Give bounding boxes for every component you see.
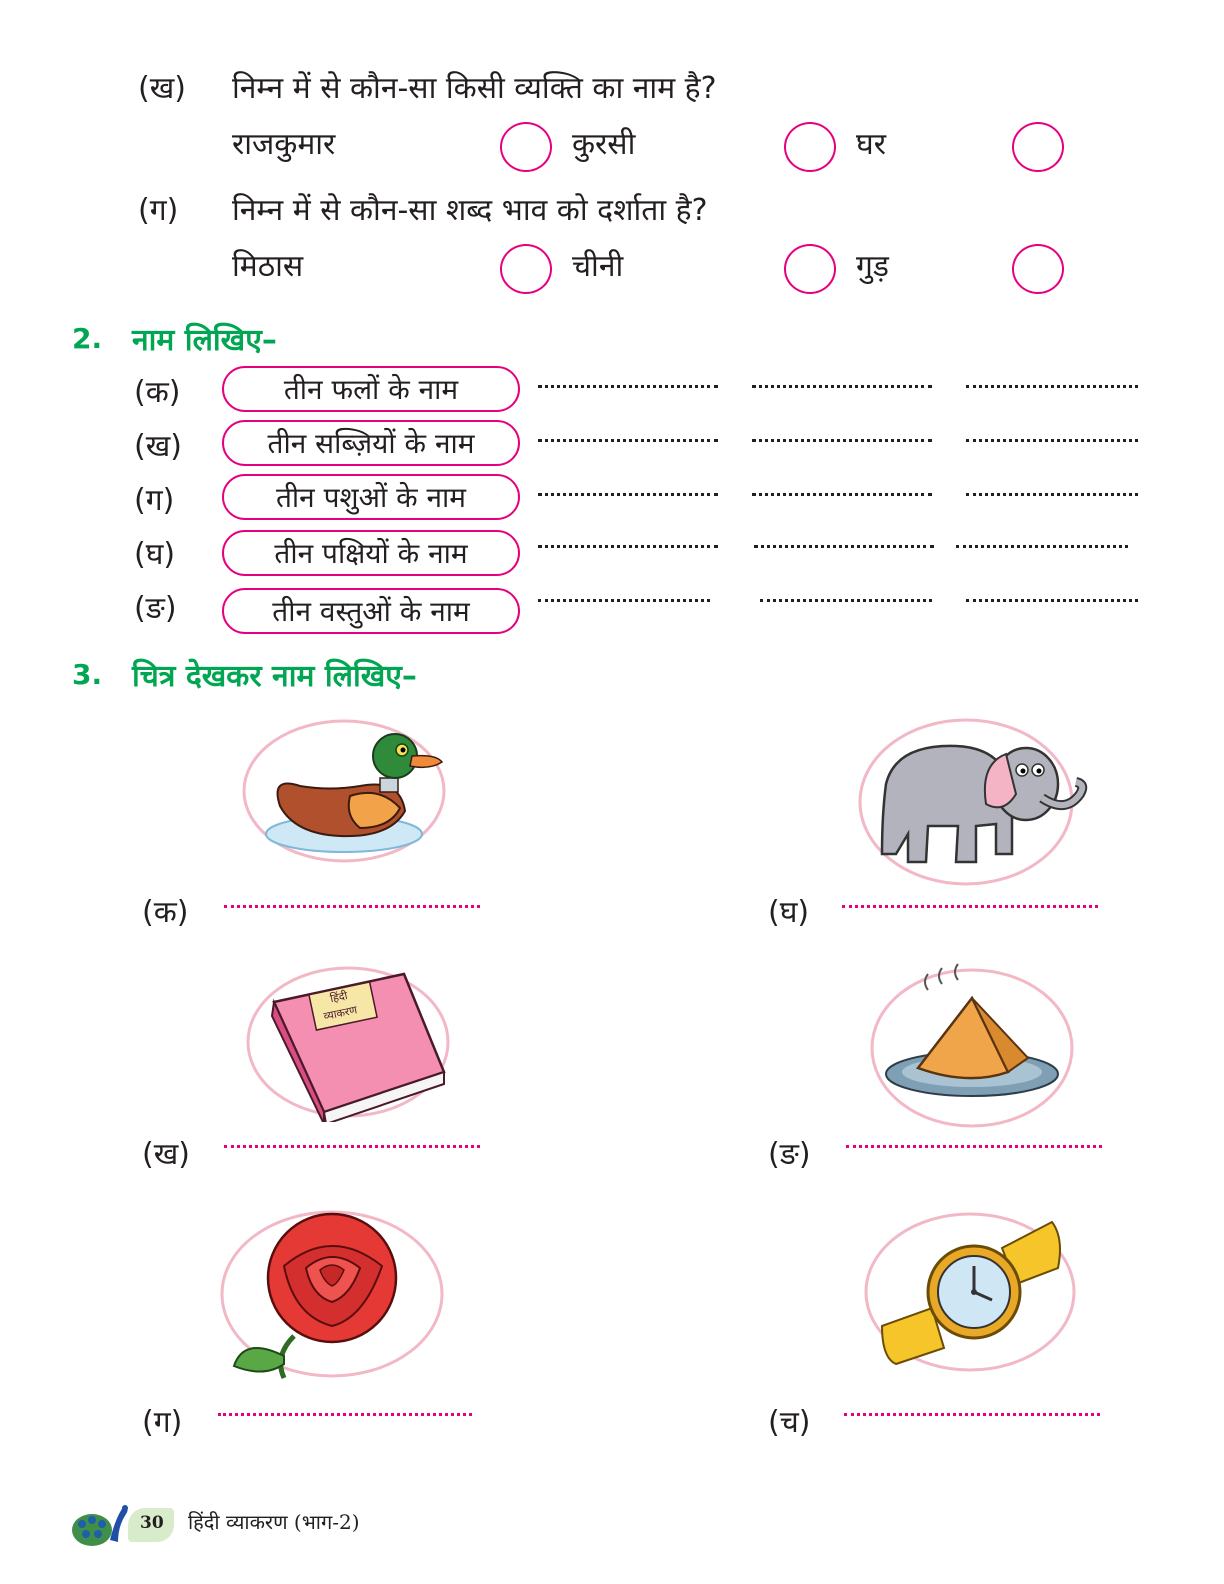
section-3-label: (क)	[142, 895, 189, 930]
answer-line[interactable]	[224, 904, 480, 908]
rose-icon	[214, 1206, 446, 1382]
q1-kha-question: निम्न में से कौन-सा किसी व्यक्ति का नाम है?	[232, 71, 717, 106]
answer-circle[interactable]	[500, 122, 552, 172]
answer-line[interactable]	[538, 438, 718, 442]
section-3-label: (घ)	[768, 895, 810, 930]
q1-ga-option-1: मिठास	[232, 249, 304, 284]
duck-icon	[240, 716, 450, 866]
answer-line[interactable]	[752, 492, 932, 496]
footer-book-title: हिंदी व्याकरण (भाग-2)	[188, 1510, 360, 1534]
answer-line[interactable]	[538, 492, 718, 496]
book-cover-line-1: हिंदी	[328, 989, 349, 1006]
section-2-prompt: तीन पशुओं के नाम	[222, 474, 520, 520]
answer-line[interactable]	[966, 384, 1138, 388]
answer-circle[interactable]	[1012, 244, 1064, 294]
q1-ga-option-2: चीनी	[572, 249, 624, 284]
page-number: 30	[140, 1513, 164, 1533]
section-2-row-label: (ङ)	[134, 591, 177, 626]
book-cover-line-2: व्याकरण	[322, 1003, 359, 1024]
section-2-row-label: (ग)	[134, 483, 175, 518]
section-2-row-label: (घ)	[134, 537, 176, 572]
samosa-icon	[868, 962, 1074, 1132]
q1-ga-question: निम्न में से कौन-सा शब्द भाव को दर्शाता है?	[232, 193, 708, 228]
section-3-title: चित्र देखकर नाम लिखिए–	[132, 659, 417, 694]
section-2-title: नाम लिखिए–	[132, 323, 277, 358]
answer-circle[interactable]	[500, 244, 552, 294]
wristwatch-icon	[862, 1208, 1082, 1376]
section-3-label: (ग)	[142, 1405, 183, 1440]
section-2-prompt: तीन सब्ज़ियों के नाम	[222, 420, 520, 466]
answer-line[interactable]	[538, 384, 718, 388]
section-2-prompt: तीन फलों के नाम	[222, 366, 520, 412]
section-3-number: 3.	[72, 658, 103, 691]
q1-kha-label: (ख)	[138, 71, 186, 106]
section-3-label: (ख)	[142, 1137, 190, 1172]
section-2-number: 2.	[72, 322, 103, 355]
answer-line[interactable]	[224, 1144, 480, 1148]
section-2-prompt: तीन वस्तुओं के नाम	[222, 588, 520, 634]
answer-circle[interactable]	[1012, 122, 1064, 172]
book-icon	[244, 962, 450, 1122]
answer-line[interactable]	[844, 1412, 1100, 1416]
section-2-row-label: (ख)	[134, 429, 182, 464]
q1-ga-label: (ग)	[138, 193, 179, 228]
section-2-prompt: तीन पक्षियों के नाम	[222, 530, 520, 576]
q1-ga-option-3: गुड़	[856, 249, 889, 284]
answer-line[interactable]	[760, 598, 932, 602]
answer-circle[interactable]	[784, 122, 836, 172]
answer-line[interactable]	[966, 492, 1138, 496]
peacock-logo-icon	[70, 1496, 134, 1552]
answer-line[interactable]	[966, 438, 1138, 442]
answer-line[interactable]	[752, 438, 932, 442]
answer-line[interactable]	[966, 598, 1138, 602]
answer-line[interactable]	[754, 544, 934, 548]
q1-kha-option-1: राजकुमार	[232, 127, 336, 162]
q1-kha-option-2: कुरसी	[572, 127, 636, 162]
q1-kha-option-3: घर	[856, 127, 886, 162]
section-3-label: (ङ)	[768, 1137, 811, 1172]
section-2-row-label: (क)	[134, 375, 181, 410]
answer-line[interactable]	[956, 544, 1128, 548]
answer-line[interactable]	[752, 384, 932, 388]
elephant-icon	[856, 714, 1088, 890]
answer-line[interactable]	[842, 904, 1098, 908]
answer-line[interactable]	[538, 598, 710, 602]
section-3-label: (च)	[768, 1405, 811, 1440]
answer-line[interactable]	[538, 544, 718, 548]
answer-line[interactable]	[846, 1144, 1102, 1148]
answer-circle[interactable]	[784, 244, 836, 294]
answer-line[interactable]	[218, 1412, 472, 1416]
